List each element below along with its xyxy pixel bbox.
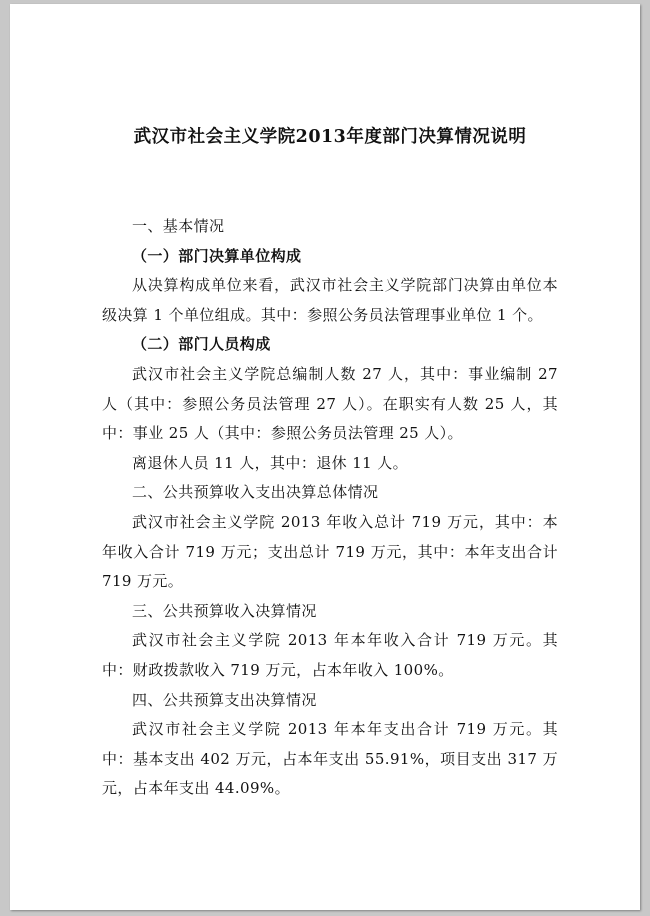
section-heading: 一、基本情况 — [132, 217, 225, 235]
body-paragraph: 武汉市社会主义学院总编制人数 27 人，其中：事业编制 27 人（其中：参照公务员法管理 27 人）。在职实有人数 25 人，其中：事业 25 人（其中：参照公务员法管理 25 人）。 — [102, 364, 558, 443]
body-paragraph: 武汉市社会主义学院 2013 年本年支出合计 719 万元。其中：基本支出 402 万元，占本年支出 55.91%，项目支出 317 万元，占本年支出 44.09%。 — [102, 720, 558, 798]
body-paragraph: 武汉市社会主义学院 2013 年收入总计 719 万元，其中：本年收入合计 719 万元；支出总计 719 万元，其中：本年支出合计 719 万元。 — [102, 512, 558, 591]
subsection-heading: （二）部门人员构成 — [132, 335, 271, 354]
body-paragraph: 离退休人员 11 人，其中：退休 11 人。 — [132, 453, 409, 472]
document-body — [102, 212, 558, 804]
document-content — [102, 124, 558, 804]
body-paragraph: 武汉市社会主义学院 2013 年本年收入合计 719 万元。其中：财政拨款收入 719 万元，占本年收入 100%。 — [102, 631, 558, 679]
section-heading: 四、公共预算支出决算情况 — [132, 690, 317, 709]
section-heading: 二、公共预算收入支出决算总体情况 — [132, 483, 379, 502]
body-paragraph: 从决算构成单位来看，武汉市社会主义学院部门决算由单位本级决算 1 个单位组成。其中：参照公务员法管理事业单位 1 个。 — [102, 276, 558, 324]
document-title: 武汉市社会主义学院2013年度部门决算情况说明 — [133, 127, 527, 147]
section-heading: 三、公共预算收入决算情况 — [132, 601, 317, 620]
document-page — [10, 4, 640, 910]
subsection-heading: （一）部门决算单位构成 — [132, 246, 302, 265]
